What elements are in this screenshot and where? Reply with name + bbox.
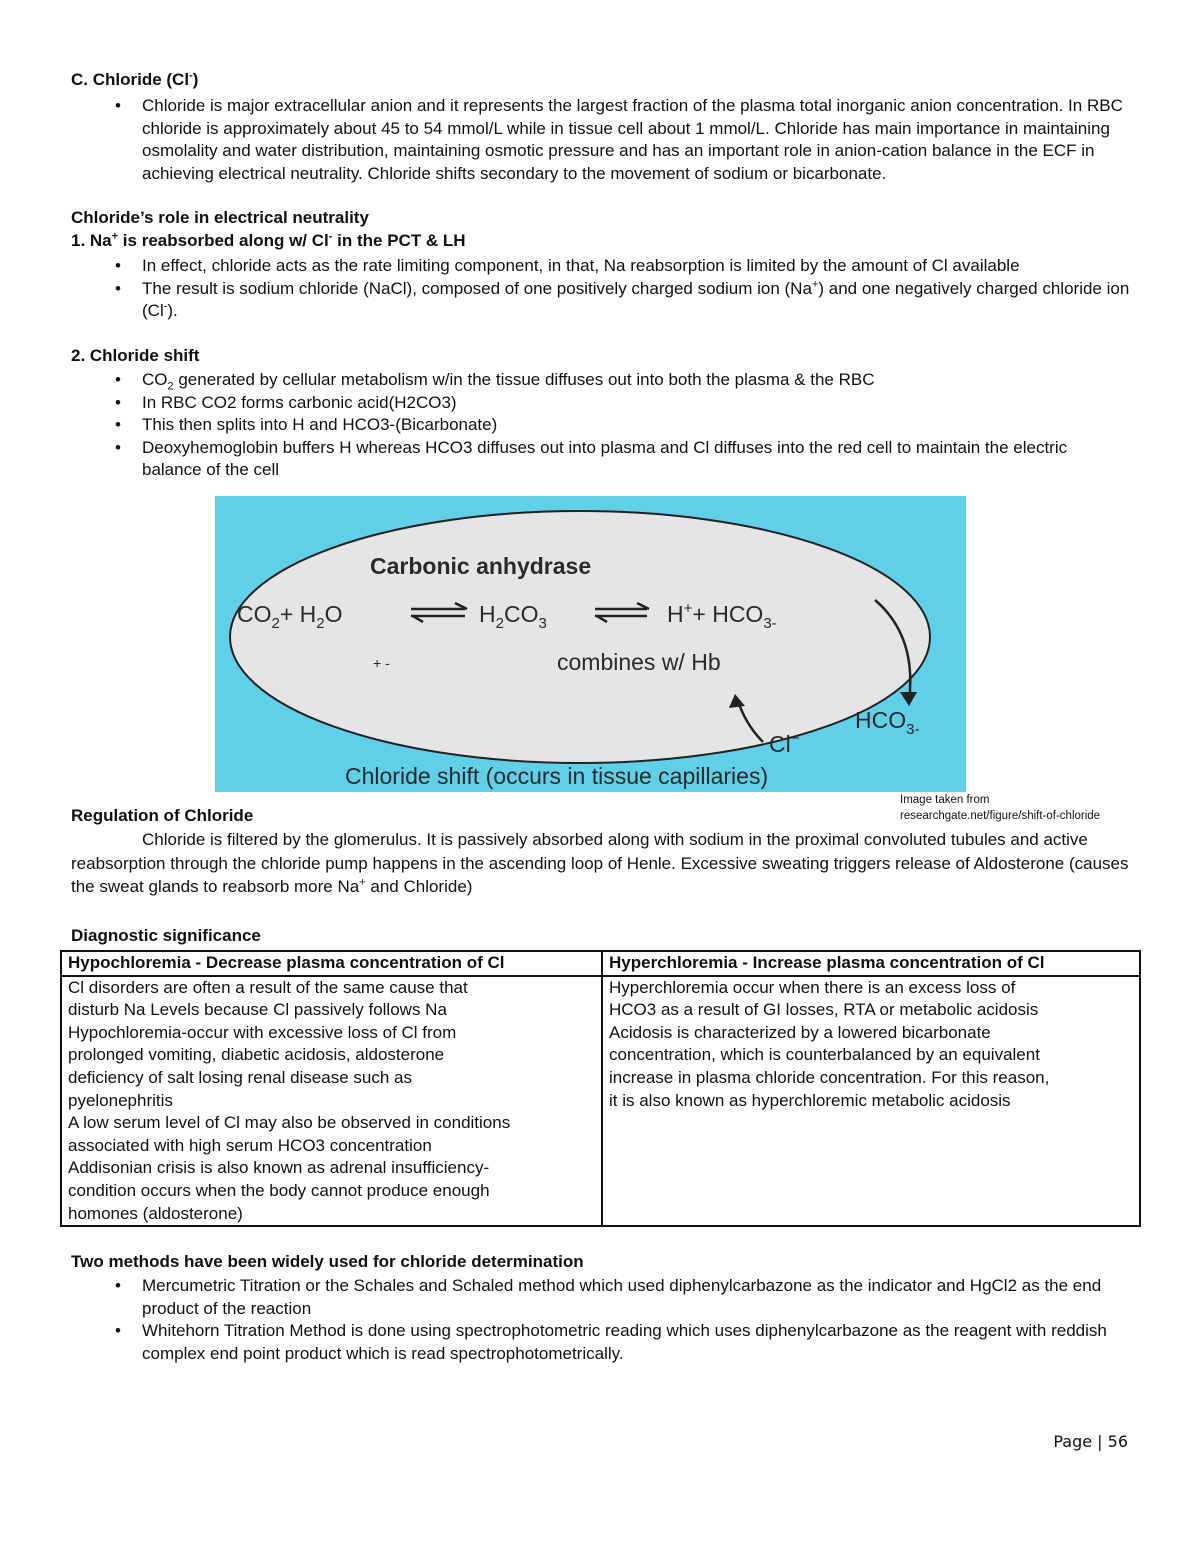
rbc-ellipse [230, 511, 930, 763]
cell-line: pyelonephritis [68, 1090, 173, 1110]
cell-line: A low serum level of Cl may also be observed in conditions [68, 1113, 511, 1133]
hco3-out-label: $HCO_{3-}$ [855, 707, 920, 738]
shift-heading: 2. Chloride shift [71, 346, 200, 365]
figure-caption: Chloride shift (occurs in tissue capillaries) [345, 763, 769, 789]
reaction-h2co3: $H_2CO_3$ [479, 601, 547, 632]
methods-bullet-list [71, 1275, 1131, 1365]
reaction-co2-h2o: $CO_2+ H_2O$ [237, 601, 343, 632]
chloride-bullet-list [71, 95, 1131, 185]
diagnostic-heading: Diagnostic significance [71, 926, 261, 945]
cell-line: disturb Na Levels because Cl passively follows Na [68, 1000, 447, 1020]
credit-line-1: Image taken from [900, 794, 990, 806]
reaction-h-hco3: $H^++ HCO_{3-}$ [667, 600, 777, 632]
list-item: • Mercumetric Titration or the Schales and Schaled method which used diphenylcarbazone as the indicator and HgCl2 as the end product of the reaction [71, 1275, 1131, 1320]
neutrality-heading: Chloride’s role in electrical neutrality [71, 208, 369, 227]
hyperchloremia-cell [602, 976, 1140, 1227]
cell-line: Hypochloremia-occur with excessive loss of Cl from [68, 1022, 457, 1042]
chloride-shift-diagram [215, 496, 966, 792]
diagnostic-table [60, 950, 1141, 1227]
shift-bullet-list [71, 369, 1131, 482]
cl-label: Cl− [769, 730, 800, 757]
cell-line: associated with high serum HCO3 concentration [68, 1135, 432, 1155]
cell-line: homones (aldosterone) [68, 1203, 243, 1223]
cell-line: concentration, which is counterbalanced by an equivalent [609, 1045, 1040, 1065]
cell-line: deficiency of salt losing renal disease such as [68, 1067, 412, 1087]
table-row [61, 976, 1140, 1227]
neutrality-subheading: 1. Na+ is reabsorbed along w/ Cl- in the PCT & LH [71, 230, 466, 250]
cell-line: increase in plasma chloride concentration. For this reason, [609, 1067, 1050, 1087]
list-item: • The result is sodium chloride (NaCl), composed of one positively charged sodium ion (Na+) and one negatively charged chloride ion (Cl-). [71, 278, 1131, 323]
hypochloremia-cell [61, 976, 602, 1227]
regulation-heading: Regulation of Chloride [71, 806, 254, 825]
cell-line: it is also known as hyperchloremic metabolic acidosis [609, 1090, 1011, 1110]
credit-line-2: researchgate.net/figure/shift-of-chloride [900, 810, 1101, 822]
list-item: • In effect, chloride acts as the rate limiting component, in that, Na reabsorption is limited by the amount of Cl available [71, 255, 1131, 278]
cell-line: Acidosis is characterized by a lowered bicarbonate [609, 1022, 991, 1042]
list-item: • In RBC CO2 forms carbonic acid(H2CO3) [71, 392, 1131, 415]
list-item: • $CO_2$ generated by cellular metabolism w/in the tissue diffuses out into both the plasma & the RBC [71, 369, 1131, 392]
list-item: • Whitehorn Titration Method is done using spectrophotometric reading which uses diphenylcarbazone as the reagent with reddish complex end point product which is read spectrophotometrically. [71, 1320, 1131, 1365]
table-header-row [61, 951, 1140, 976]
list-item: • Deoxyhemoglobin buffers H whereas HCO3 diffuses out into plasma and Cl diffuses into the red cell to maintain the electric balance of the cell [71, 437, 1131, 482]
regulation-paragraph: Chloride is filtered by the glomerulus. It is passively absorbed along with sodium in the proximal convoluted tubules and active reabsorption through the chloride pump happens in the ascending loop of Henle. Excessive sweating triggers release of Aldosterone (causes the sweat glands to reabsorb more Na+ and Chloride) [71, 830, 1129, 896]
enzyme-label: Carbonic anhydrase [370, 553, 592, 579]
cell-line: condition occurs when the body cannot produce enough [68, 1180, 490, 1200]
cell-line: Cl disorders are often a result of the same cause that [68, 977, 468, 997]
image-credit [900, 792, 1100, 824]
methods-heading: Two methods have been widely used for chloride determination [71, 1252, 584, 1271]
cell-line: Hyperchloremia occur when there is an excess loss of [609, 977, 1016, 997]
section-heading-chloride: C. Chloride (Cl-) [71, 69, 199, 89]
figure-dots: + - [373, 655, 390, 671]
list-item: • Chloride is major extracellular anion and it represents the largest fraction of the plasma total inorganic anion concentration. In RBC chloride is approximately about 45 to 54 mmol/L while in tissue cell about 1 mmol/L. Chloride has main importance in maintaining osmolality and water distribution, maintaining osmotic pressure and has an important role in anion-cation balance in the ECF in achieving electrical neutrality. Chloride shifts secondary to the movement of sodium or bicarbonate. [71, 95, 1131, 185]
cell-line: prolonged vomiting, diabetic acidosis, aldosterone [68, 1045, 445, 1065]
combines-label: combines w/ Hb [557, 649, 721, 675]
hyperchloremia-header: Hyperchloremia - Increase plasma concentration of Cl [602, 951, 1140, 976]
page-number: Page | 56 [1053, 1432, 1128, 1451]
hypochloremia-header: Hypochloremia - Decrease plasma concentration of Cl [61, 951, 602, 976]
cell-line: HCO3 as a result of GI losses, RTA or metabolic acidosis [609, 1000, 1039, 1020]
list-item: • This then splits into H and HCO3-(Bicarbonate) [71, 414, 1131, 437]
cell-line: Addisonian crisis is also known as adrenal insufficiency- [68, 1158, 490, 1178]
neutrality-bullet-list [71, 255, 1131, 323]
chloride-shift-figure [215, 496, 966, 792]
